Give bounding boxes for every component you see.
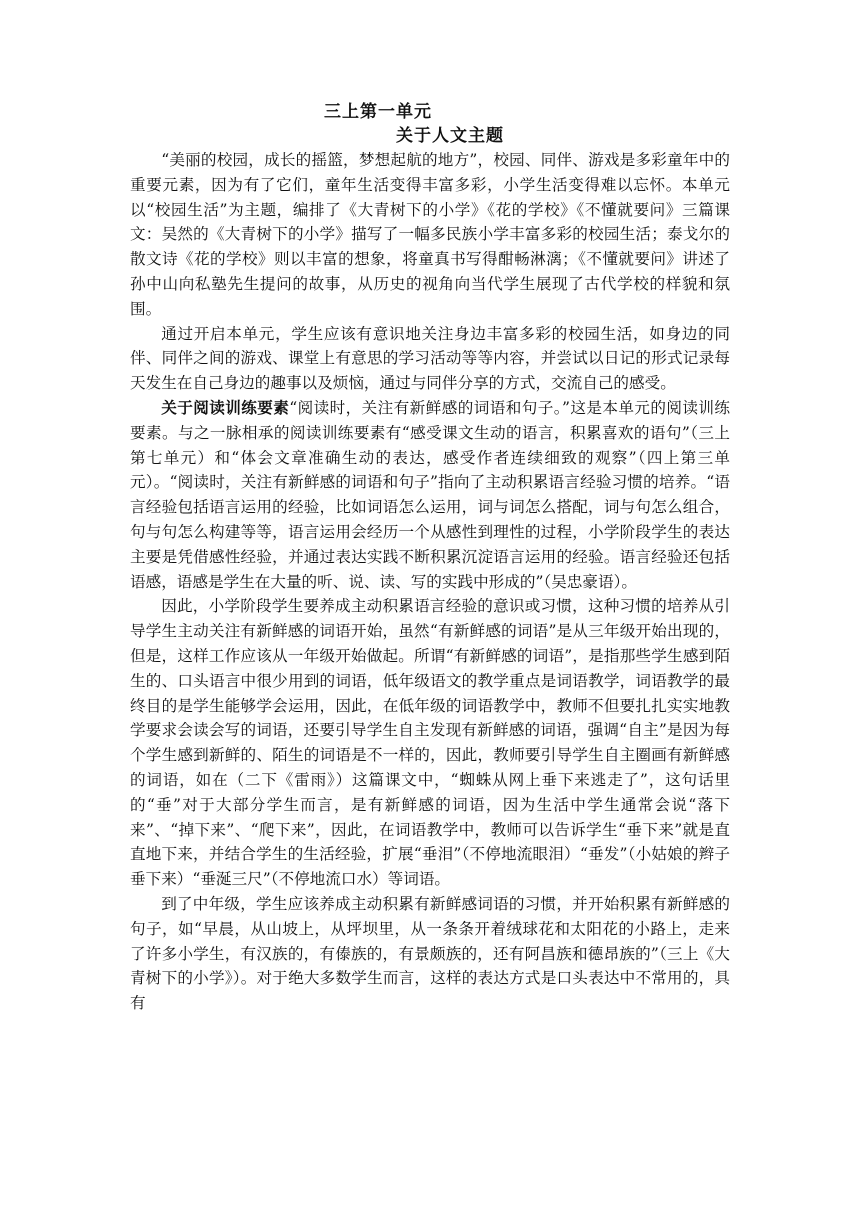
section-heading-humanities: 关于人文主题 [396,126,504,146]
section-heading-reading: 关于阅读训练要素 [161,397,290,417]
paragraph-lower-grade: 因此，小学阶段学生要养成主动积累语言经验的意识或习惯，这种习惯的培养从引导学生主动关注有新鲜感的词语开始，虽然“有新鲜感的词语”是从三年级开始出现的，但是，这样工作应该从一年级开始做起。所谓“有新鲜感的词语”，是指那些学生感到陌生的、口头语言中很少用到的词语，低年级语文的教学重点是词语教学，词语教学的最终目的是学生能够学会运用，因此，在低年级的词语教学中，教师不但要扎扎实实地教学要求会读会写的词语，还要引导学生自主发现有新鲜感的词语，强调“自主”是因为每个学生感到新鲜的、陌生的词语是不一样的，因此，教师要引导学生自主圈画有新鲜感的词语，如在（二下《雷雨》）这篇课文中，“蜘蛛从网上垂下来逃走了”，这句话里的“垂”对于大部分学生而言，是有新鲜感的词语，因为生活中学生通常会说“落下来”、“掉下来”、“爬下来”，因此，在词语教学中，教师可以告诉学生“垂下来”就是直直地下来，并结合学生的生活经验，扩展“垂泪”（不停地流眼泪）“垂发”（小姑娘的辫子垂下来）“垂涎三尺”（不停地流口水）等词语。 [130,597,730,889]
document-page [130,100,730,1016]
paragraph-intro: “美丽的校园，成长的摇篮，梦想起航的地方”，校园、同伴、游戏是多彩童年中的重要元素，因为有了它们，童年生活变得丰富多彩，小学生活变得难以忘怀。本单元以“校园生活”为主题，编排了《大青树下的小学》《花的学校》《不懂就要问》三篇课文：吴然的《大青树下的小学》描写了一幅多民族小学丰富多彩的校园生活；泰戈尔的散文诗《花的学校》则以丰富的想象，将童真书写得酣畅淋漓；《不懂就要问》讲述了孙中山向私塾先生提问的故事，从历史的视角向当代学生展现了古代学校的样貌和氛围。 [130,151,730,318]
document-title: 三上第一单元 [324,102,432,122]
paragraph-unit-goal: 通过开启本单元，学生应该有意识地关注身边丰富多彩的校园生活，如身边的同伴、同伴之间的游戏、课堂上有意思的学习活动等等内容，并尝试以日记的形式记录每天发生在自己身边的趣事以及烦恼，通过与同伴分享的方式，交流自己的感受。 [130,324,730,393]
paragraph-reading-body: “阅读时，关注有新鲜感的词语和句子。”这是本单元的阅读训练要素。与之一脉相承的阅读训练要素有“感受课文生动的语言，积累喜欢的语句”（三上第七单元）和“体会文章准确生动的表达，感受作者连续细致的观察”（四上第三单元）。“阅读时，关注有新鲜感的词语和句子”指向了主动积累语言经验习惯的培养。“语言经验包括语言运用的经验，比如词语怎么运用，词与词怎么搭配，词与句怎么组合，句与句怎么构建等等，语言运用会经历一个从感性到理性的过程，小学阶段学生的表达主要是凭借感性经验，并通过表达实践不断积累沉淀语言运用的经验。语言经验还包括语感，语感是学生在大量的听、说、读、写的实践中形成的”（吴忠豪语）。 [130,398,730,591]
paragraph-reading-elements [130,396,730,594]
paragraph-middle-grade: 到了中年级，学生应该养成主动积累有新鲜感词语的习惯，并开始积累有新鲜感的句子，如“早晨，从山坡上，从坪坝里，从一条条开着绒球花和太阳花的小路上，走来了许多小学生，有汉族的，有傣族的，有景颇族的，还有阿昌族和德昂族的”（三上《大青树下的小学》）。对于绝大多数学生而言，这样的表达方式是口头表达中不常用的，具有 [130,894,730,1013]
